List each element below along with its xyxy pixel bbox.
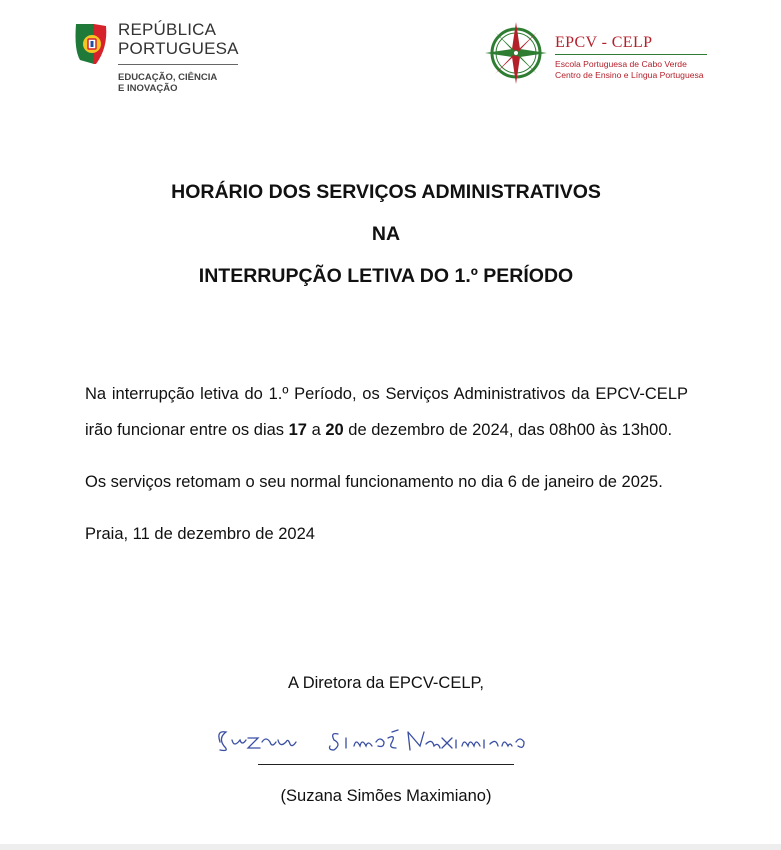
handwritten-signature [214, 720, 574, 756]
document-body [85, 376, 688, 552]
schedule-text-c: de dezembro de 2024, das 08h00 às 13h00. [343, 421, 673, 439]
title-line3: INTERRUPÇÃO LETIVA DO 1.º PERÍODO [198, 265, 574, 287]
page-bottom-edge [0, 844, 781, 850]
paragraph-schedule [85, 376, 688, 448]
portuguese-republic-emblem-icon [72, 20, 108, 68]
paragraph-resume: Os serviços retomam o seu normal funcionamento no dia 6 de janeiro de 2025. [85, 473, 663, 491]
signatory-name: (Suzana Simões Maximiano) [280, 787, 492, 805]
school-abbreviation: EPCV - CELP [555, 34, 653, 51]
document-title [0, 176, 772, 302]
signature-line [258, 764, 514, 765]
start-day: 17 [288, 421, 307, 439]
title-line1: HORÁRIO DOS SERVIÇOS ADMINISTRATIVOS [171, 181, 601, 203]
gov-name-line2: PORTUGUESA [118, 39, 239, 58]
document-date: Praia, 11 de dezembro de 2024 [85, 525, 315, 543]
school-fullname [555, 59, 704, 81]
gov-name [118, 20, 239, 58]
schedule-text-a: Na interrupção letiva do 1.º Período, os Serviços Administrativos da EPCV-CELP irão funcionar entre os dias [85, 385, 688, 439]
school-divider [555, 54, 707, 55]
end-day: 20 [325, 421, 344, 439]
gov-ministry-line2: E INOVAÇÃO [118, 83, 178, 94]
schedule-text-b: a [306, 421, 326, 439]
school-fullname-line1: Escola Portuguesa de Cabo Verde [555, 59, 687, 69]
signature-text: Suzana Simões Maximiano [214, 720, 227, 721]
compass-rose-icon [483, 20, 549, 86]
government-logo [72, 18, 262, 100]
gov-ministry-line1: EDUCAÇÃO, CIÊNCIA [118, 72, 218, 83]
title-line2: NA [371, 223, 401, 245]
gov-divider [118, 64, 238, 65]
school-logo [483, 20, 713, 90]
school-fullname-line2: Centro de Ensino e Língua Portuguesa [555, 70, 704, 80]
gov-name-line1: REPÚBLICA [118, 20, 217, 39]
signoff-role: A Diretora da EPCV-CELP, [288, 674, 484, 692]
gov-ministry [118, 72, 217, 94]
